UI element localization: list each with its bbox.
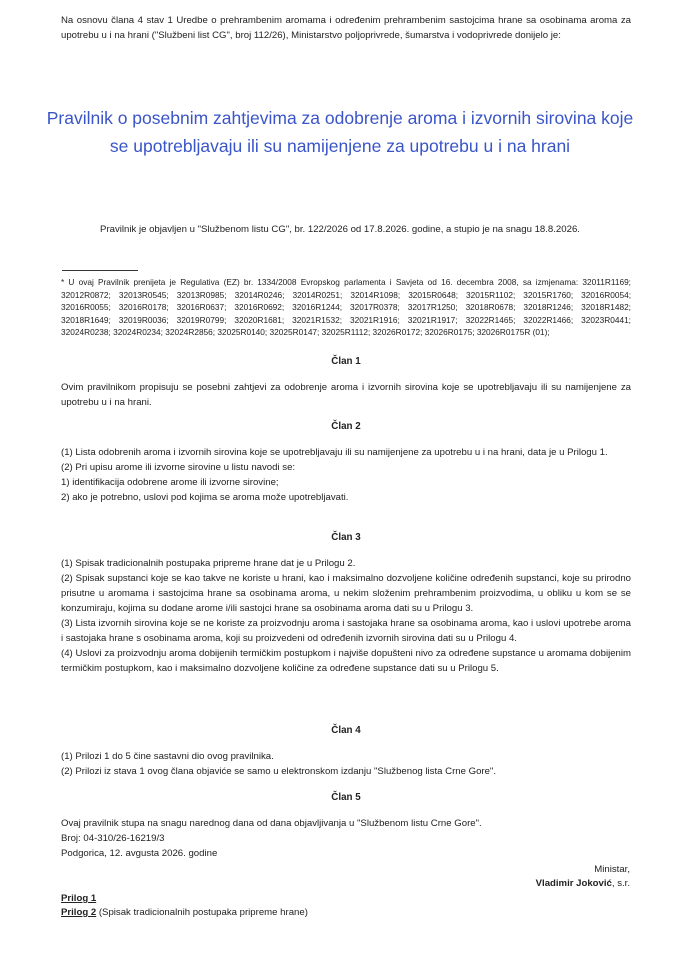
document-number: Broj: 04-310/26-16219/3	[61, 833, 165, 844]
article-heading: Član 3	[331, 532, 361, 543]
article-paragraph: (1) Prilozi 1 do 5 čine sastavni dio ovog pravilnika.	[61, 751, 274, 762]
article-paragraph: (1) Lista odobrenih aroma i izvornih sirovina koje se upotrebljavaju ili su namijenjene za upotrebu u i na hrani, data je u Prilogu 1.	[61, 447, 608, 458]
article-paragraph: (4) Uslovi za proizvodnju aroma dobijenih termičkim postupkom i najviše dopušteni nivo za određene supstance u aromama dobijenim termičkim postupkom, kao i maksimalno dozvoljene količine za određene supstance dati su u Prilogu 5.	[61, 648, 631, 674]
article-1	[61, 356, 631, 410]
intro-paragraph: Na osnovu člana 4 stav 1 Uredbe o prehrambenim aromama i određenim prehrambenim sastojcima hrane sa osobinama aroma za upotrebu u i na hrani ("Službeni list CG", broj 112/26), Ministarstvo poljoprivrede, šumarstva i vodoprivrede donijelo je:	[61, 15, 631, 41]
signatory-role: Ministar,	[594, 864, 630, 875]
article-heading: Član 2	[331, 421, 361, 432]
footnote-divider	[62, 270, 138, 271]
signatory-suffix: , s.r.	[611, 878, 630, 889]
article-heading: Član 4	[331, 725, 361, 736]
article-4	[61, 725, 631, 779]
article-paragraph: 2) ako je potrebno, uslovi pod kojima se aroma može upotrebljavati.	[61, 492, 349, 503]
annex-2-description: (Spisak tradicionalnih postupaka pripreme hrane)	[96, 907, 308, 918]
article-5	[61, 792, 631, 861]
annex-links	[61, 892, 308, 920]
article-paragraph: Ovaj pravilnik stupa na snagu narednog dana od dana objavljivanja u "Službenom listu Crne Gore".	[61, 818, 482, 829]
footnote: * U ovaj Pravilnik prenijeta je Regulativa (EZ) br. 1334/2008 Evropskog parlamenta i Savjeta od 16. decembra 2008, sa izmjenama: 32011R1169; 32012R0872; 32013R0545; 32013R0985; 32014R0246; 32014R0251; 32014R1098; 32015R0648; 32015R1102; 32015R1760; 32016R0054; 32016R0055; 32016R0178; 32016R0637; 32016R0692; 32016R1244; 32017R0378; 32017R1250; 32018R0678; 32018R1246; 32018R1482; 32018R1649; 32019R0036; 32019R0799; 32020R1681; 32021R1532; 32021R1916; 32021R1917; 32022R1465; 32022R1466; 32023R0441; 32024R0238; 32024R0234; 32024R2856; 32025R0140; 32025R0147; 32025R1112; 32026R0172; 32026R0175; 32026R0175R (01);	[61, 277, 631, 337]
annex-1-link[interactable]: Prilog 1	[61, 893, 97, 904]
article-paragraph: (2) Pri upisu arome ili izvorne sirovine u listu navodi se:	[61, 462, 296, 473]
article-paragraph: (2) Spisak supstanci koje se kao takve ne koriste u hrani, kao i maksimalno dozvoljene količine određenih supstanci, koje su prirodno prisutne u aromama i sastojcima hrane sa osobinama aroma, u nekim složenim prehrambenim proizvodima, u obliku u kom se se konzumiraju, kojima su dodane arome i/ili sastojci hrane sa osobinama aroma dati su u Prilogu 3.	[61, 573, 631, 614]
place-and-date: Podgorica, 12. avgusta 2026. godine	[61, 848, 218, 859]
article-paragraph: 1) identifikacija odobrene arome ili izvorne sirovine;	[61, 477, 279, 488]
article-paragraph: (3) Lista izvornih sirovina koje se ne koriste za proizvodnju aroma i sastojaka hrane sa osobinama aroma, kao i uslovi upotrebe aroma i sastojaka hrane s osobinama aroma, koji su proizvedeni od određenih izvornih sirovina dati su u Prilogu 4.	[61, 618, 631, 644]
annex-2-link[interactable]: Prilog 2	[61, 907, 97, 918]
signatory-line	[536, 877, 630, 891]
article-heading: Član 1	[331, 356, 361, 367]
article-paragraph: (2) Prilozi iz stava 1 ovog člana objaviće se samo u elektronskom izdanju "Službenog lista Crne Gore".	[61, 766, 497, 777]
publication-note: Pravilnik je objavljen u "Službenom listu CG", br. 122/2026 od 17.8.2026. godine, a stupio je na snagu 18.8.2026.	[100, 224, 580, 235]
signature-block	[536, 863, 630, 891]
article-paragraph: Ovim pravilnikom propisuju se posebni zahtjevi za odobrenje aroma i izvornih sirovina koje se upotrebljavaju ili su namijenjene za upotrebu u i na hrani.	[61, 382, 631, 408]
document-title: Pravilnik o posebnim zahtjevima za odobrenje aroma i izvornih sirovina koje se upotrebljavaju ili su namijenjene za upotrebu u i na hrani	[46, 108, 634, 156]
article-paragraph: (1) Spisak tradicionalnih postupaka pripreme hrane dat je u Prilogu 2.	[61, 558, 356, 569]
article-2	[61, 421, 631, 505]
signatory-name: Vladimir Joković	[535, 878, 612, 889]
article-heading: Član 5	[331, 792, 361, 803]
article-3	[61, 532, 631, 676]
